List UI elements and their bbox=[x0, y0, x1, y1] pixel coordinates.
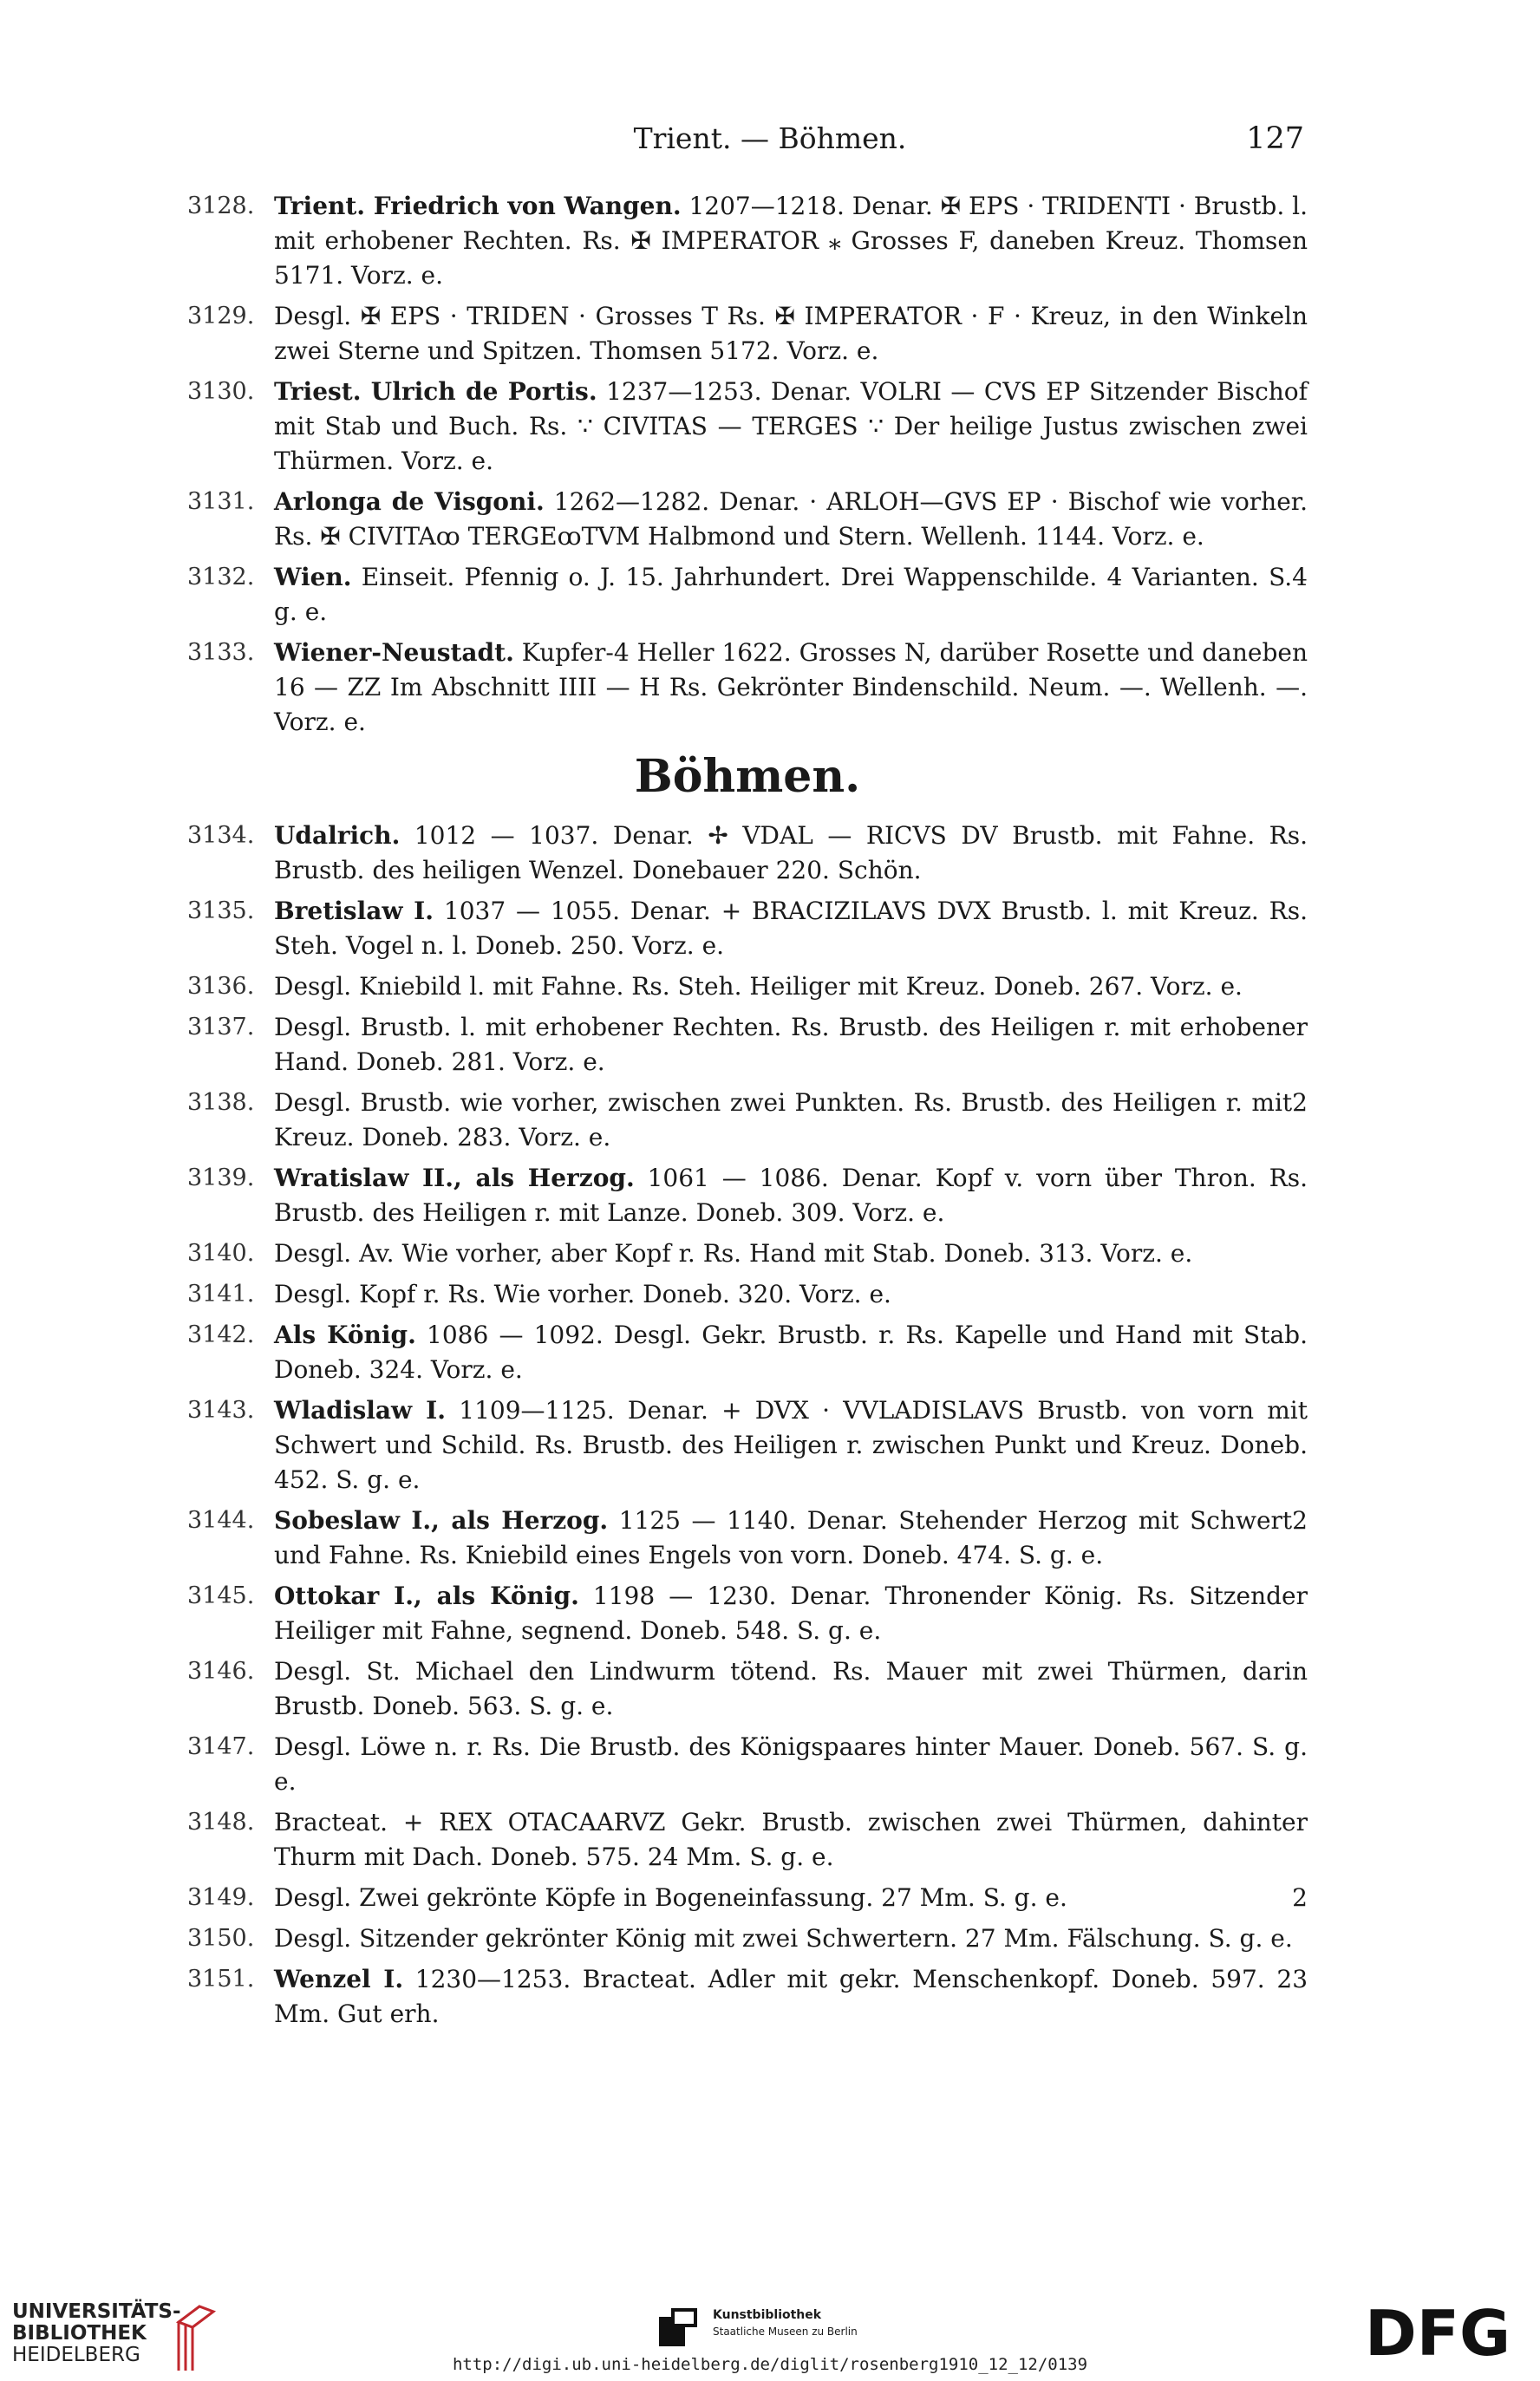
catalog-entry bbox=[187, 375, 1308, 479]
entry-quantity: 2 bbox=[1292, 1506, 1308, 1535]
catalog-entry bbox=[187, 1805, 1308, 1875]
entry-number: 3137. bbox=[187, 1014, 255, 1040]
entry-text: Einseit. Pfennig o. J. 15. Jahrhundert. Drei Wappenschilde. 4 Varianten. S. g. e. bbox=[274, 563, 1293, 626]
entry-ruler-name: Wien. bbox=[274, 563, 352, 591]
entry-number: 3128. bbox=[187, 192, 255, 219]
entry-text: Desgl. Brustb. wie vorher, zwischen zwei Punkten. Rs. Brustb. des Heiligen r. mit Kreuz. Doneb. 283. Vorz. e. bbox=[274, 1088, 1293, 1151]
catalog-entry bbox=[187, 1393, 1308, 1497]
entry-number: 3147. bbox=[187, 1733, 255, 1760]
section-heading-boehmen: Böhmen. bbox=[634, 750, 861, 803]
entry-number: 3129. bbox=[187, 303, 255, 329]
entry-description bbox=[274, 485, 1308, 554]
entry-number: 3134. bbox=[187, 822, 255, 849]
entry-number: 3135. bbox=[187, 897, 255, 924]
entry-number: 3151. bbox=[187, 1966, 255, 1993]
running-title: Trient. — Böhmen. bbox=[633, 121, 907, 155]
entry-description bbox=[274, 560, 1308, 629]
entry-number: 3142. bbox=[187, 1321, 255, 1348]
entry-description bbox=[274, 1318, 1308, 1387]
entry-text: Desgl. Kopf r. Rs. Wie vorher. Doneb. 320. Vorz. e. bbox=[274, 1280, 891, 1308]
catalog-entries bbox=[187, 189, 1308, 2038]
entry-number: 3150. bbox=[187, 1925, 255, 1952]
entry-description bbox=[274, 894, 1308, 963]
page-number: 127 bbox=[1246, 121, 1304, 156]
catalog-entry bbox=[187, 1318, 1308, 1387]
catalog-entry bbox=[187, 894, 1308, 963]
entry-text: 1012 — 1037. Denar. ✢ VDAL — RICVS DV Brustb. mit Fahne. Rs. Brustb. des heiligen Wenzel. Donebauer 220. Schön. bbox=[274, 821, 1308, 884]
entry-number: 3132. bbox=[187, 564, 255, 590]
page-header bbox=[0, 121, 1540, 165]
catalog-entry bbox=[187, 1277, 1308, 1312]
entry-ruler-name: Wladislaw I. bbox=[274, 1396, 447, 1425]
entry-description bbox=[274, 1277, 1308, 1312]
entry-description bbox=[274, 1579, 1308, 1648]
catalog-entry bbox=[187, 1086, 1308, 1155]
entry-number: 3149. bbox=[187, 1884, 255, 1911]
entry-text: Desgl. Zwei gekrönte Köpfe in Bogeneinfassung. 27 Mm. S. g. e. bbox=[274, 1883, 1067, 1912]
entry-description bbox=[274, 1504, 1308, 1573]
entry-text: 1125 — 1140. Denar. Stehender Herzog mit Schwert und Fahne. Rs. Kniebild eines Engels von vorn. Doneb. 474. S. g. e. bbox=[274, 1506, 1293, 1569]
entry-ruler-name: Als König. bbox=[274, 1321, 416, 1349]
entry-description bbox=[274, 1161, 1308, 1230]
entry-ruler-name: Sobeslaw I., als Herzog. bbox=[274, 1506, 609, 1535]
dfg-logo-text: DFG bbox=[1365, 2301, 1511, 2362]
entry-text: 1230—1253. Bracteat. Adler mit gekr. Menschenkopf. Doneb. 597. 23 Mm. Gut erh. bbox=[274, 1965, 1308, 2028]
entry-ruler-name: Wenzel I. bbox=[274, 1965, 404, 1993]
entry-description bbox=[274, 299, 1308, 369]
entry-text: Desgl. ✠ EPS · TRIDEN · Grosses T Rs. ✠ IMPERATOR · F · Kreuz, in den Winkeln zwei Sterne und Spitzen. Thomsen 5172. Vorz. e. bbox=[274, 302, 1308, 365]
kb-logo-line2: Staatliche Museen zu Berlin bbox=[713, 2326, 858, 2338]
entry-description bbox=[274, 1010, 1308, 1080]
entries-boehmen bbox=[187, 819, 1308, 2038]
catalog-entry bbox=[187, 1654, 1308, 1724]
catalog-entry bbox=[187, 485, 1308, 554]
entry-text: Bracteat. + REX OTACAARVZ Gekr. Brustb. zwischen zwei Thürmen, dahinter Thurm mit Dach. Doneb. 575. 24 Mm. S. g. e. bbox=[274, 1808, 1308, 1871]
entry-text: Kupfer-4 Heller 1622. Grosses N, darüber Rosette und daneben 16 — ZZ Im Abschnitt IIII — H Rs. Gekrönter Bindenschild. Neum. —. Wellenh. —. Vorz. e. bbox=[274, 638, 1308, 736]
entry-text: 1109—1125. Denar. + DVX · VVLADISLAVS Brustb. von vorn mit Schwert und Schild. Rs. Brustb. des Heiligen r. zwischen Punkt und Kreuz. Doneb. 452. S. g. e. bbox=[274, 1396, 1308, 1494]
entry-text: 1198 — 1230. Denar. Thronender König. Rs. Sitzender Heiliger mit Fahne, segnend. Doneb. 548. S. g. e. bbox=[274, 1582, 1308, 1645]
entry-number: 3148. bbox=[187, 1809, 255, 1836]
entry-description bbox=[274, 819, 1308, 888]
entry-description bbox=[274, 1921, 1308, 1956]
entry-ruler-name: Arlonga de Visgoni. bbox=[274, 487, 545, 516]
entry-ruler-name: Wiener-Neustadt. bbox=[274, 638, 514, 667]
entry-text: 1237—1253. Denar. VOLRI — CVS EP Sitzender Bischof mit Stab und Buch. Rs. ∵ CIVITAS — TERGES ∵ Der heilige Justus zwischen zwei Thürmen. Vorz. e. bbox=[274, 377, 1308, 475]
entry-description bbox=[274, 1393, 1308, 1497]
entry-description bbox=[274, 636, 1308, 740]
permalink-url[interactable]: http://digi.ub.uni-heidelberg.de/diglit/rosenberg1910_12_12/0139 bbox=[452, 2355, 1088, 2374]
entry-number: 3138. bbox=[187, 1089, 255, 1116]
entry-number: 3141. bbox=[187, 1281, 255, 1308]
entry-description bbox=[274, 1086, 1308, 1155]
uni-logo-line2: BIBLIOTHEK bbox=[12, 2322, 147, 2345]
kb-logo-line1: Kunstbibliothek bbox=[713, 2308, 822, 2322]
catalog-entry bbox=[187, 1504, 1308, 1573]
entry-description bbox=[274, 969, 1308, 1004]
catalog-entry bbox=[187, 636, 1308, 740]
entry-quantity: 2 bbox=[1292, 1883, 1308, 1912]
catalog-entry bbox=[187, 1881, 1308, 1915]
entry-number: 3143. bbox=[187, 1397, 255, 1424]
entry-text: 1061 — 1086. Denar. Kopf v. vorn über Thron. Rs. Brustb. des Heiligen r. mit Lanze. Doneb. 309. Vorz. e. bbox=[274, 1164, 1308, 1227]
entry-ruler-name: Ottokar I., als König. bbox=[274, 1582, 579, 1610]
entry-description bbox=[274, 375, 1308, 479]
catalog-entry bbox=[187, 819, 1308, 888]
catalog-entry bbox=[187, 560, 1308, 629]
entry-text: Desgl. Kniebild l. mit Fahne. Rs. Steh. Heiliger mit Kreuz. Doneb. 267. Vorz. e. bbox=[274, 972, 1243, 1001]
kunstbibliothek-logo[interactable] bbox=[656, 2301, 881, 2353]
entry-text: Desgl. Löwe n. r. Rs. Die Brustb. des Königspaares hinter Mauer. Doneb. 567. S. g. e. bbox=[274, 1732, 1308, 1796]
catalog-entry bbox=[187, 1730, 1308, 1799]
uni-logo-line1: UNIVERSITÄTS- bbox=[12, 2300, 181, 2323]
entry-description bbox=[274, 189, 1308, 293]
entry-description bbox=[274, 1236, 1308, 1271]
catalog-entry bbox=[187, 1161, 1308, 1230]
entry-text: Desgl. Sitzender gekrönter König mit zwei Schwertern. 27 Mm. Fälschung. S. g. e. bbox=[274, 1924, 1293, 1953]
catalog-entry bbox=[187, 1579, 1308, 1648]
entry-text: 1262—1282. Denar. · ARLOH—GVS EP · Bischof wie vorher. Rs. ✠ CIVITAꝏ TERGEꝏTVM Halbmond und Stern. Wellenh. 1144. Vorz. e. bbox=[274, 487, 1308, 551]
entry-number: 3136. bbox=[187, 973, 255, 1000]
entry-description bbox=[274, 1881, 1308, 1915]
entry-ruler-name: Bretislaw I. bbox=[274, 897, 434, 925]
catalog-entry bbox=[187, 969, 1308, 1004]
catalog-entry bbox=[187, 1962, 1308, 2032]
catalog-entry bbox=[187, 1921, 1308, 1956]
entry-ruler-name: Triest. Ulrich de Portis. bbox=[274, 377, 597, 406]
entry-text: Desgl. St. Michael den Lindwurm tötend. Rs. Mauer mit zwei Thürmen, darin Brustb. Doneb. 563. S. g. e. bbox=[274, 1657, 1308, 1720]
entry-ruler-name: Wratislaw II., als Herzog. bbox=[274, 1164, 635, 1192]
entry-number: 3146. bbox=[187, 1658, 255, 1685]
entry-quantity: 4 bbox=[1292, 563, 1308, 591]
catalog-entry bbox=[187, 1010, 1308, 1080]
entry-description bbox=[274, 1730, 1308, 1799]
entry-number: 3133. bbox=[187, 639, 255, 666]
entry-ruler-name: Udalrich. bbox=[274, 821, 401, 850]
entry-number: 3140. bbox=[187, 1240, 255, 1267]
catalog-entry bbox=[187, 299, 1308, 369]
entry-description bbox=[274, 1805, 1308, 1875]
entry-text: 1207—1218. Denar. ✠ EPS · TRIDENTI · Brustb. l. mit erhobener Rechten. Rs. ✠ IMPERATOR ⁎ Grosses F, daneben Kreuz. Thomsen 5171. Vorz. e. bbox=[274, 192, 1308, 290]
entry-number: 3130. bbox=[187, 378, 255, 405]
kunstbibliothek-mark-icon bbox=[656, 2305, 701, 2350]
entry-description bbox=[274, 1962, 1308, 2032]
entries-trient-wien bbox=[187, 189, 1308, 746]
entry-text: Desgl. Brustb. l. mit erhobener Rechten. Rs. Brustb. des Heiligen r. mit erhobener Hand. Doneb. 281. Vorz. e. bbox=[274, 1013, 1308, 1076]
catalog-entry bbox=[187, 189, 1308, 293]
entry-number: 3145. bbox=[187, 1582, 255, 1609]
entry-description bbox=[274, 1654, 1308, 1724]
entry-text: 1037 — 1055. Denar. + BRACIZILAVS DVX Brustb. l. mit Kreuz. Rs. Steh. Vogel n. l. Doneb. 250. Vorz. e. bbox=[274, 897, 1308, 960]
entry-text: Desgl. Av. Wie vorher, aber Kopf r. Rs. Hand mit Stab. Doneb. 313. Vorz. e. bbox=[274, 1239, 1193, 1268]
entry-quantity: 2 bbox=[1292, 1088, 1308, 1117]
entry-number: 3144. bbox=[187, 1507, 255, 1534]
digitization-footer bbox=[0, 2272, 1540, 2381]
catalog-entry bbox=[187, 1236, 1308, 1271]
entry-text: 1086 — 1092. Desgl. Gekr. Brustb. r. Rs. Kapelle und Hand mit Stab. Doneb. 324. Vorz. e. bbox=[274, 1321, 1308, 1384]
entry-number: 3139. bbox=[187, 1164, 255, 1191]
dfg-logo[interactable] bbox=[1365, 2301, 1521, 2362]
entry-ruler-name: Trient. Friedrich von Wangen. bbox=[274, 192, 682, 220]
entry-number: 3131. bbox=[187, 488, 255, 515]
uni-logo-line3: HEIDELBERG bbox=[12, 2344, 140, 2366]
